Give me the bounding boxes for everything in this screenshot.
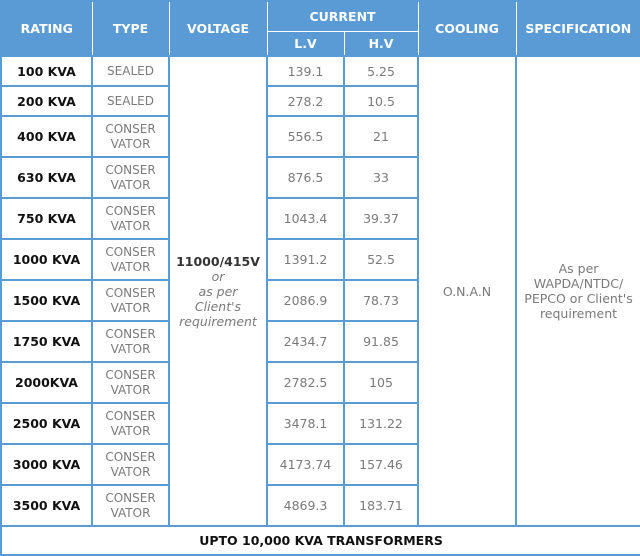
lv-current-cell: 3478.1: [267, 403, 344, 444]
hv-current-cell: 78.73: [344, 280, 418, 321]
voltage-cell: [169, 56, 267, 526]
lv-current-cell: 139.1: [267, 56, 344, 86]
type-cell: [92, 362, 169, 403]
voltage-or: or: [211, 268, 225, 284]
rating-cell: 3500 KVA: [1, 485, 92, 526]
header-rating: RATING: [1, 1, 92, 56]
spec-line-1: As per: [558, 261, 599, 276]
hv-current-cell: 131.22: [344, 403, 418, 444]
lv-current-cell: 876.5: [267, 157, 344, 198]
lv-current-cell: 2434.7: [267, 321, 344, 362]
voltage-as-per: as per: [198, 283, 238, 299]
type-text: VATOR: [110, 218, 151, 233]
type-text: SEALED: [107, 93, 154, 108]
lv-current-cell: 4173.74: [267, 444, 344, 485]
lv-current-cell: 1043.4: [267, 198, 344, 239]
type-text: CONSER: [105, 490, 156, 505]
hv-current-cell: 183.71: [344, 485, 418, 526]
rating-cell: 100 KVA: [1, 56, 92, 86]
lv-current-cell: 4869.3: [267, 485, 344, 526]
type-text: CONSER: [105, 203, 156, 218]
type-cell: [92, 485, 169, 526]
header-current: CURRENT: [267, 1, 418, 31]
type-cell: [92, 321, 169, 362]
type-cell: [92, 86, 169, 116]
type-text: CONSER: [105, 162, 156, 177]
type-cell: [92, 403, 169, 444]
spec-line-2: WAPDA/NTDC/: [533, 276, 624, 291]
rating-cell: 400 KVA: [1, 116, 92, 157]
hv-current-cell: 5.25: [344, 56, 418, 86]
rating-cell: 630 KVA: [1, 157, 92, 198]
type-text: VATOR: [110, 464, 151, 479]
spec-line-3: PEPCO or Client's: [524, 291, 633, 306]
voltage-client: Client's: [194, 298, 242, 314]
type-text: SEALED: [107, 63, 154, 78]
lv-current-cell: 556.5: [267, 116, 344, 157]
lv-current-cell: 1391.2: [267, 239, 344, 280]
type-cell: [92, 444, 169, 485]
cooling-cell: O.N.A.N: [418, 56, 516, 526]
header-type: TYPE: [92, 1, 169, 56]
rating-cell: 2000KVA: [1, 362, 92, 403]
type-cell: [92, 157, 169, 198]
lv-current-cell: 2086.9: [267, 280, 344, 321]
type-cell: [92, 239, 169, 280]
hv-current-cell: 33: [344, 157, 418, 198]
specification-cell: [516, 56, 640, 526]
type-text: VATOR: [110, 259, 151, 274]
type-text: CONSER: [105, 449, 156, 464]
hv-current-cell: 10.5: [344, 86, 418, 116]
type-text: VATOR: [110, 136, 151, 151]
footer-note: UPTO 10,000 KVA TRANSFORMERS: [1, 526, 640, 555]
lv-current-cell: 278.2: [267, 86, 344, 116]
header-current-lv: L.V: [267, 31, 344, 56]
voltage-main: 11000/415V: [176, 253, 260, 269]
type-text: VATOR: [110, 300, 151, 315]
type-text: CONSER: [105, 367, 156, 382]
type-cell: [92, 56, 169, 86]
header-specification: SPECIFICATION: [516, 1, 640, 56]
header-cooling: COOLING: [418, 1, 516, 56]
voltage-requirement: requirement: [179, 313, 257, 329]
header-current-hv: H.V: [344, 31, 418, 56]
table-row: [1, 56, 640, 86]
rating-cell: 1750 KVA: [1, 321, 92, 362]
type-cell: [92, 116, 169, 157]
rating-cell: 1000 KVA: [1, 239, 92, 280]
type-text: VATOR: [110, 382, 151, 397]
rating-cell: 1500 KVA: [1, 280, 92, 321]
rating-cell: 2500 KVA: [1, 403, 92, 444]
type-text: VATOR: [110, 177, 151, 192]
header-voltage: VOLTAGE: [169, 1, 267, 56]
hv-current-cell: 105: [344, 362, 418, 403]
spec-line-4: requirement: [539, 306, 618, 321]
type-text: CONSER: [105, 408, 156, 423]
rating-cell: 750 KVA: [1, 198, 92, 239]
hv-current-cell: 52.5: [344, 239, 418, 280]
hv-current-cell: 39.37: [344, 198, 418, 239]
type-text: VATOR: [110, 505, 151, 520]
type-cell: [92, 198, 169, 239]
rating-cell: 200 KVA: [1, 86, 92, 116]
lv-current-cell: 2782.5: [267, 362, 344, 403]
type-text: VATOR: [110, 341, 151, 356]
type-cell: [92, 280, 169, 321]
type-text: CONSER: [105, 326, 156, 341]
rating-cell: 3000 KVA: [1, 444, 92, 485]
type-text: VATOR: [110, 423, 151, 438]
hv-current-cell: 157.46: [344, 444, 418, 485]
hv-current-cell: 91.85: [344, 321, 418, 362]
footer-row: [1, 526, 640, 555]
hv-current-cell: 21: [344, 116, 418, 157]
type-text: CONSER: [105, 244, 156, 259]
type-text: CONSER: [105, 285, 156, 300]
type-text: CONSER: [105, 121, 156, 136]
